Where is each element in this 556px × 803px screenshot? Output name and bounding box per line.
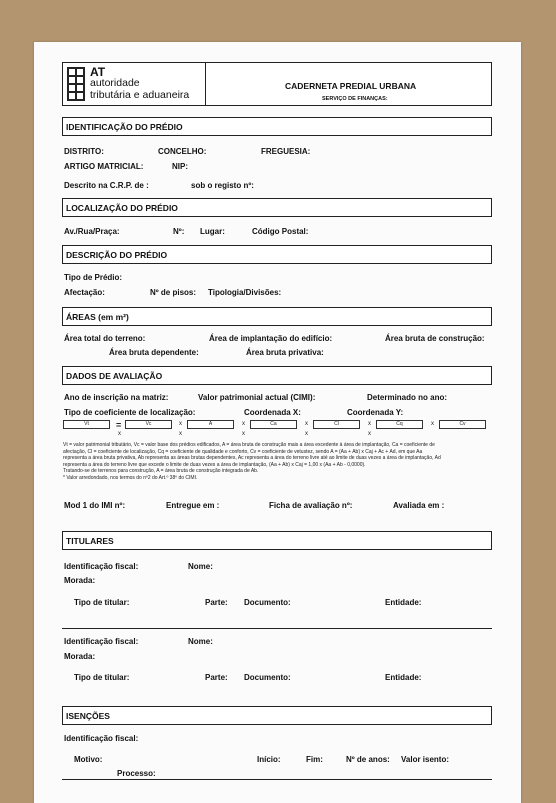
section-isencoes: [62, 706, 492, 725]
logo-line1: autoridade: [90, 77, 140, 89]
determinado-ano-label: Determinado no ano:: [367, 393, 448, 402]
numero-anos-label: Nº de anos:: [346, 755, 390, 764]
section-title: LOCALIZAÇÃO DO PRÉDIO: [66, 203, 178, 213]
header-box: [62, 62, 492, 106]
section-title: TITULARES: [66, 536, 114, 546]
area-implantacao-label: Área de implantação do edifício:: [209, 334, 333, 343]
rua-label: Av./Rua/Praça:: [64, 227, 120, 236]
multiply-sign: x: [305, 421, 308, 427]
inicio-label: Início:: [257, 755, 281, 764]
section-localizacao: [62, 198, 492, 217]
valor-isento-label: Valor isento:: [401, 755, 450, 764]
note-line: representa a área do terreno livre que excede o limite de duas vezes a área de implantação, (Aa + Ab) x Caj = 1,00 x (Aa + Ab - 0,0000).: [63, 461, 366, 468]
formula-cl: Cl: [313, 420, 360, 429]
logo-at: AT: [90, 65, 106, 79]
id-fiscal-label: Identificação fiscal:: [64, 562, 139, 571]
tipo-predio-label: Tipo de Prédio:: [64, 273, 123, 282]
equals-sign: =: [116, 420, 122, 430]
afectacao-label: Afectação:: [64, 288, 105, 297]
descrito-crp-label: Descrito na C.R.P. de :: [64, 181, 149, 190]
multiply-sign: x: [305, 431, 308, 437]
section-title: ÁREAS (em m²): [66, 312, 129, 322]
multiply-sign: x: [368, 421, 371, 427]
section-areas: [62, 307, 492, 326]
fim-label: Fim:: [306, 755, 323, 764]
isencao-separator: [62, 779, 492, 780]
multiply-sign: x: [368, 431, 371, 437]
processo-label: Processo:: [117, 769, 156, 778]
area-bruta-construcao-label: Área bruta de construção:: [385, 334, 485, 343]
section-identificacao: [62, 117, 492, 136]
formula-vt: Vt: [63, 420, 110, 429]
document-title: CADERNETA PREDIAL URBANA: [285, 81, 417, 91]
ano-inscricao-label: Ano de inscrição na matriz:: [64, 393, 169, 402]
section-title: DESCRIÇÃO DO PRÉDIO: [66, 250, 168, 260]
documento-label: Documento:: [244, 673, 291, 682]
entidade-label: Entidade:: [385, 673, 422, 682]
tipo-titular-label: Tipo de titular:: [74, 673, 130, 682]
area-bruta-dependente-label: Área bruta dependente:: [109, 348, 199, 357]
motivo-label: Motivo:: [74, 755, 103, 764]
ficha-avaliacao-label: Ficha de avaliação nº:: [269, 501, 353, 510]
section-avaliacao: [62, 366, 492, 385]
formula-vc: Vc: [125, 420, 172, 429]
area-total-terreno-label: Área total do terreno:: [64, 334, 146, 343]
servico-financas-label: SERVIÇO DE FINANÇAS:: [322, 96, 388, 102]
morada-label: Morada:: [64, 576, 96, 585]
nome-label: Nome:: [188, 562, 213, 571]
formula-ca: Ca: [250, 420, 297, 429]
entregue-em-label: Entregue em :: [166, 501, 220, 510]
nome-label: Nome:: [188, 637, 213, 646]
header-divider: [205, 63, 206, 105]
artigo-matricial-label: ARTIGO MATRICIAL:: [64, 162, 144, 171]
formula-cq: Cq: [376, 420, 423, 429]
avaliada-em-label: Avaliada em :: [393, 501, 445, 510]
multiply-sign: x: [431, 421, 434, 427]
tipo-coeficiente-label: Tipo de coeficiente de localização:: [64, 408, 196, 417]
note-line: afectação, Cl = coeficiente de localização, Cq = coeficiente de qualidade e conforto, Cv = coeficiente de vetustez, sendo A = (Aa + Ab) x Caj + Ac + Ad, em que Aa: [63, 448, 423, 455]
multiply-sign: x: [179, 421, 182, 427]
logo-line2: tributária e aduaneira: [90, 89, 190, 101]
lugar-label: Lugar:: [200, 227, 225, 236]
document-page: [34, 42, 521, 803]
multiply-sign: x: [242, 431, 245, 437]
section-titulares: [62, 531, 492, 550]
coordenada-x-label: Coordenada X:: [244, 408, 301, 417]
section-title: ISENÇÕES: [66, 711, 110, 721]
section-title: IDENTIFICAÇÃO DO PRÉDIO: [66, 122, 183, 132]
numero-pisos-label: Nº de pisos:: [150, 288, 197, 297]
note-line: representa a área bruta privativa, Ab representa as áreas brutas dependentes, Ac representa a área do terreno livre até ao limite de duas vezes a área de implantação, Ad: [63, 455, 441, 461]
section-title: DADOS DE AVALIAÇÃO: [66, 371, 163, 381]
documento-label: Documento:: [244, 598, 291, 607]
area-bruta-privativa-label: Área bruta privativa:: [246, 348, 324, 357]
numero-label: Nº:: [173, 227, 185, 236]
valor-patrimonial-label: Valor patrimonial actual (CIMI):: [198, 393, 316, 402]
freguesia-label: FREGUESIA:: [261, 147, 311, 156]
concelho-label: CONCELHO:: [158, 147, 207, 156]
tipologia-label: Tipologia/Divisões:: [208, 288, 282, 297]
note-line: Tratando-se de terrenos para construção, A = área bruta de construção integrada de Ab.: [63, 468, 259, 474]
isencao-id-fiscal-label: Identificação fiscal:: [64, 734, 139, 743]
section-descricao: [62, 245, 492, 264]
coordenada-y-label: Coordenada Y:: [347, 408, 404, 417]
tipo-titular-label: Tipo de titular:: [74, 598, 130, 607]
parte-label: Parte:: [205, 673, 228, 682]
sob-registo-label: sob o registo nº:: [191, 181, 254, 190]
formula-cv: Cv: [439, 420, 486, 429]
coat-of-arms-icon: [67, 67, 85, 101]
formula-a: A: [187, 420, 234, 429]
entidade-label: Entidade:: [385, 598, 422, 607]
note-line: Vt = valor patrimonial tributário, Vc = valor base dos prédios edificados, A = área bruta de construção mais a área excedente à área de implantação, Ca = coeficiente de: [63, 442, 435, 448]
parte-label: Parte:: [205, 598, 228, 607]
morada-label: Morada:: [64, 652, 96, 661]
titular-separator: [62, 628, 492, 629]
distrito-label: DISTRITO:: [64, 147, 104, 156]
multiply-sign: x: [179, 431, 182, 437]
nip-label: NIP:: [172, 162, 188, 171]
mod1-imi-label: Mod 1 do IMI nº:: [64, 501, 126, 510]
note-line: * Valor arredondado, nos termos do nº2 do Art.º 38º do CIMI.: [63, 474, 198, 481]
id-fiscal-label: Identificação fiscal:: [64, 637, 139, 646]
formula-notes: [63, 442, 441, 481]
multiply-sign: x: [242, 421, 245, 427]
codigo-postal-label: Código Postal:: [252, 227, 309, 236]
multiply-sign: x: [118, 431, 121, 437]
